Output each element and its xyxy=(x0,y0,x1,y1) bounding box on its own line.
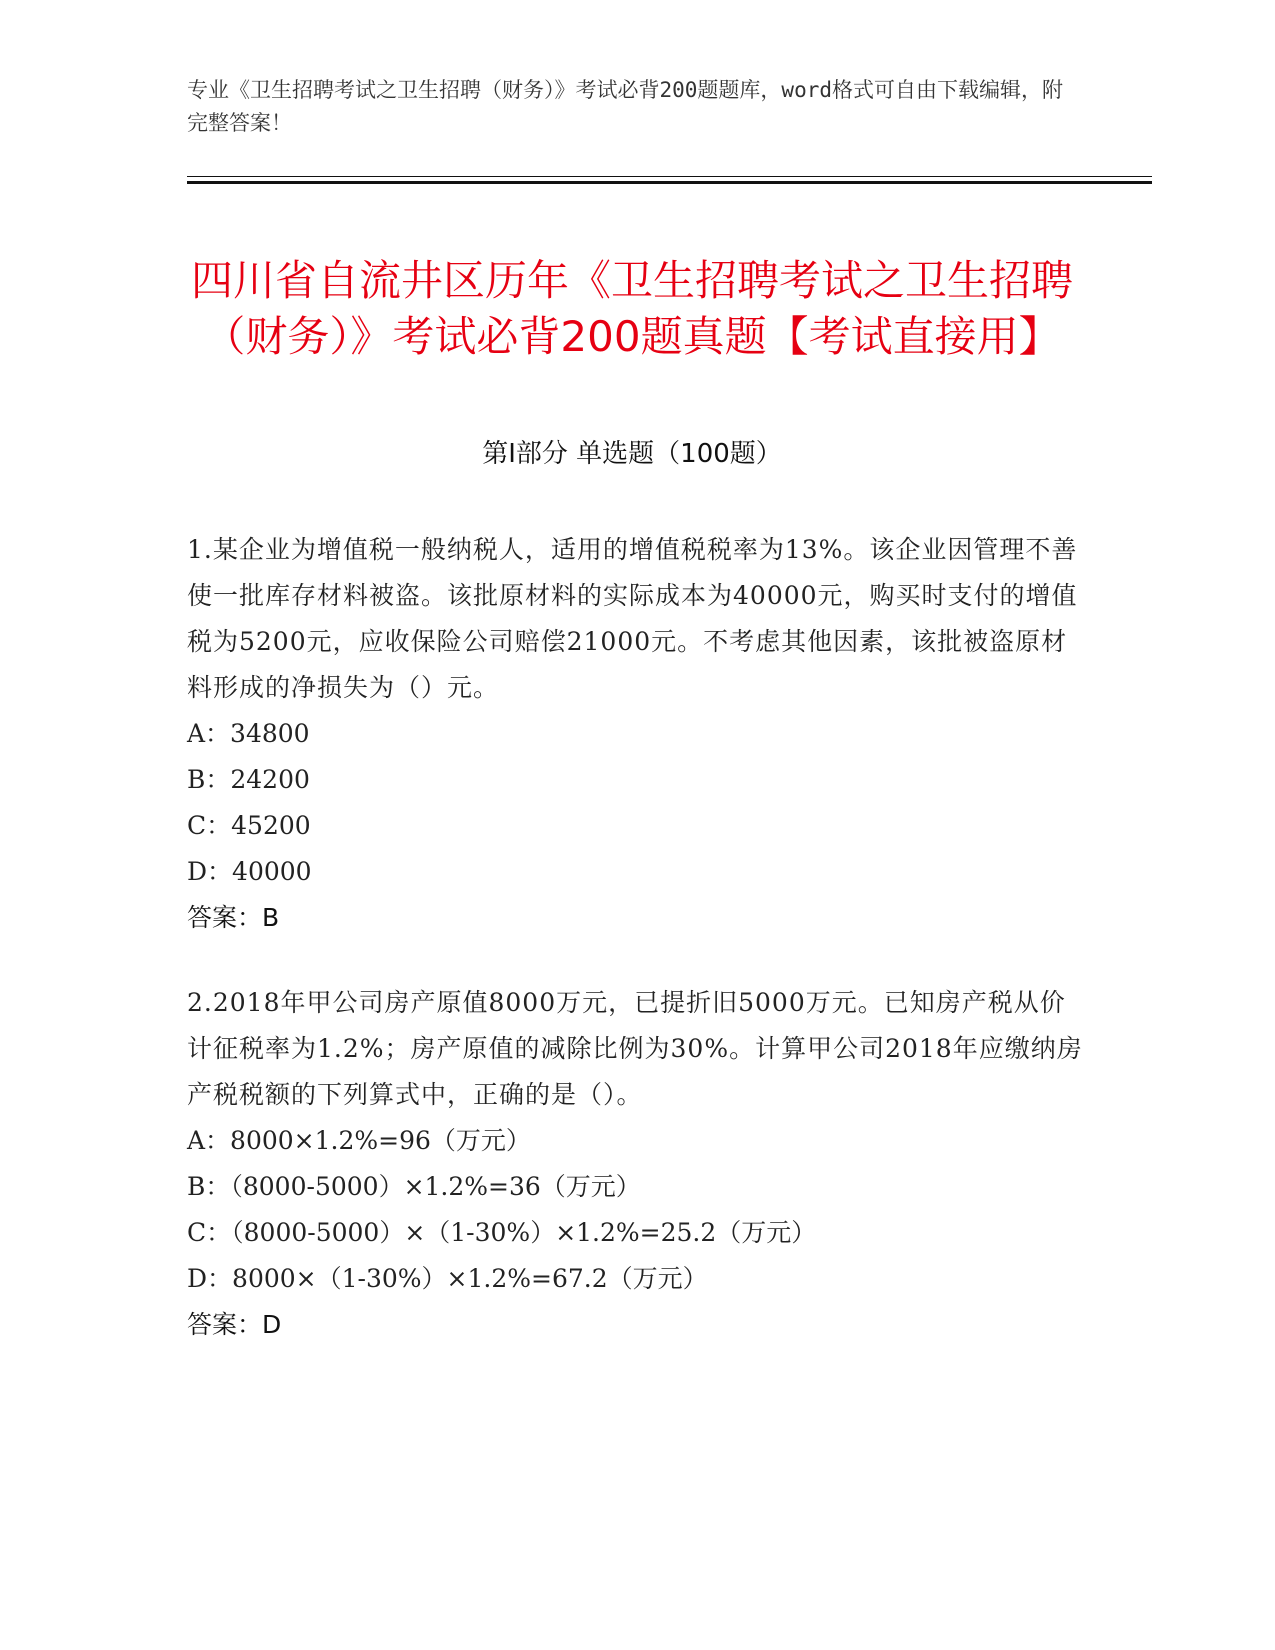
answer-line: 答案：D xyxy=(187,1310,282,1339)
option-list xyxy=(187,711,1087,895)
option-b: B：24200 xyxy=(187,765,310,794)
section-heading: 第I部分 单选题（100题） xyxy=(482,439,782,469)
header-note: 专业《卫生招聘考试之卫生招聘（财务）》考试必背200题题库，word格式可自由下载编辑，附完整答案！ xyxy=(187,78,1063,135)
question-2 xyxy=(187,980,1087,1348)
option-a: A：34800 xyxy=(187,719,310,748)
option-list xyxy=(187,1118,1087,1302)
document-title: 四川省自流井区历年《卫生招聘考试之卫生招聘（财务）》考试必背200题真题【考试直接用】 xyxy=(190,256,1073,362)
option-c: C：45200 xyxy=(187,811,311,840)
option-b: B：（8000-5000）×1.2%=36（万元） xyxy=(187,1172,641,1201)
option-d: D：40000 xyxy=(187,857,312,886)
header-rule-thick xyxy=(187,181,1152,184)
question-stem: 1.某企业为增值税一般纳税人，适用的增值税税率为13%。该企业因管理不善使一批库存材料被盗。该批原材料的实际成本为40000元，购买时支付的增值税为5200元，应收保险公司赔偿21000元。不考虑其他因素，该批被盗原材料形成的净损失为（）元。 xyxy=(187,535,1078,702)
question-1 xyxy=(187,527,1087,941)
option-c: C：（8000-5000）×（1-30%）×1.2%=25.2（万元） xyxy=(187,1218,817,1247)
header-rule-thin xyxy=(187,176,1152,177)
option-a: A：8000×1.2%=96（万元） xyxy=(187,1126,531,1155)
answer-line: 答案：B xyxy=(187,903,280,932)
option-d: D：8000×（1-30%）×1.2%=67.2（万元） xyxy=(187,1264,708,1293)
question-stem: 2.2018年甲公司房产原值8000万元，已提折旧5000万元。已知房产税从价计征税率为1.2%；房产原值的减除比例为30%。计算甲公司2018年应缴纳房产税税额的下列算式中，正确的是（）。 xyxy=(187,988,1083,1109)
